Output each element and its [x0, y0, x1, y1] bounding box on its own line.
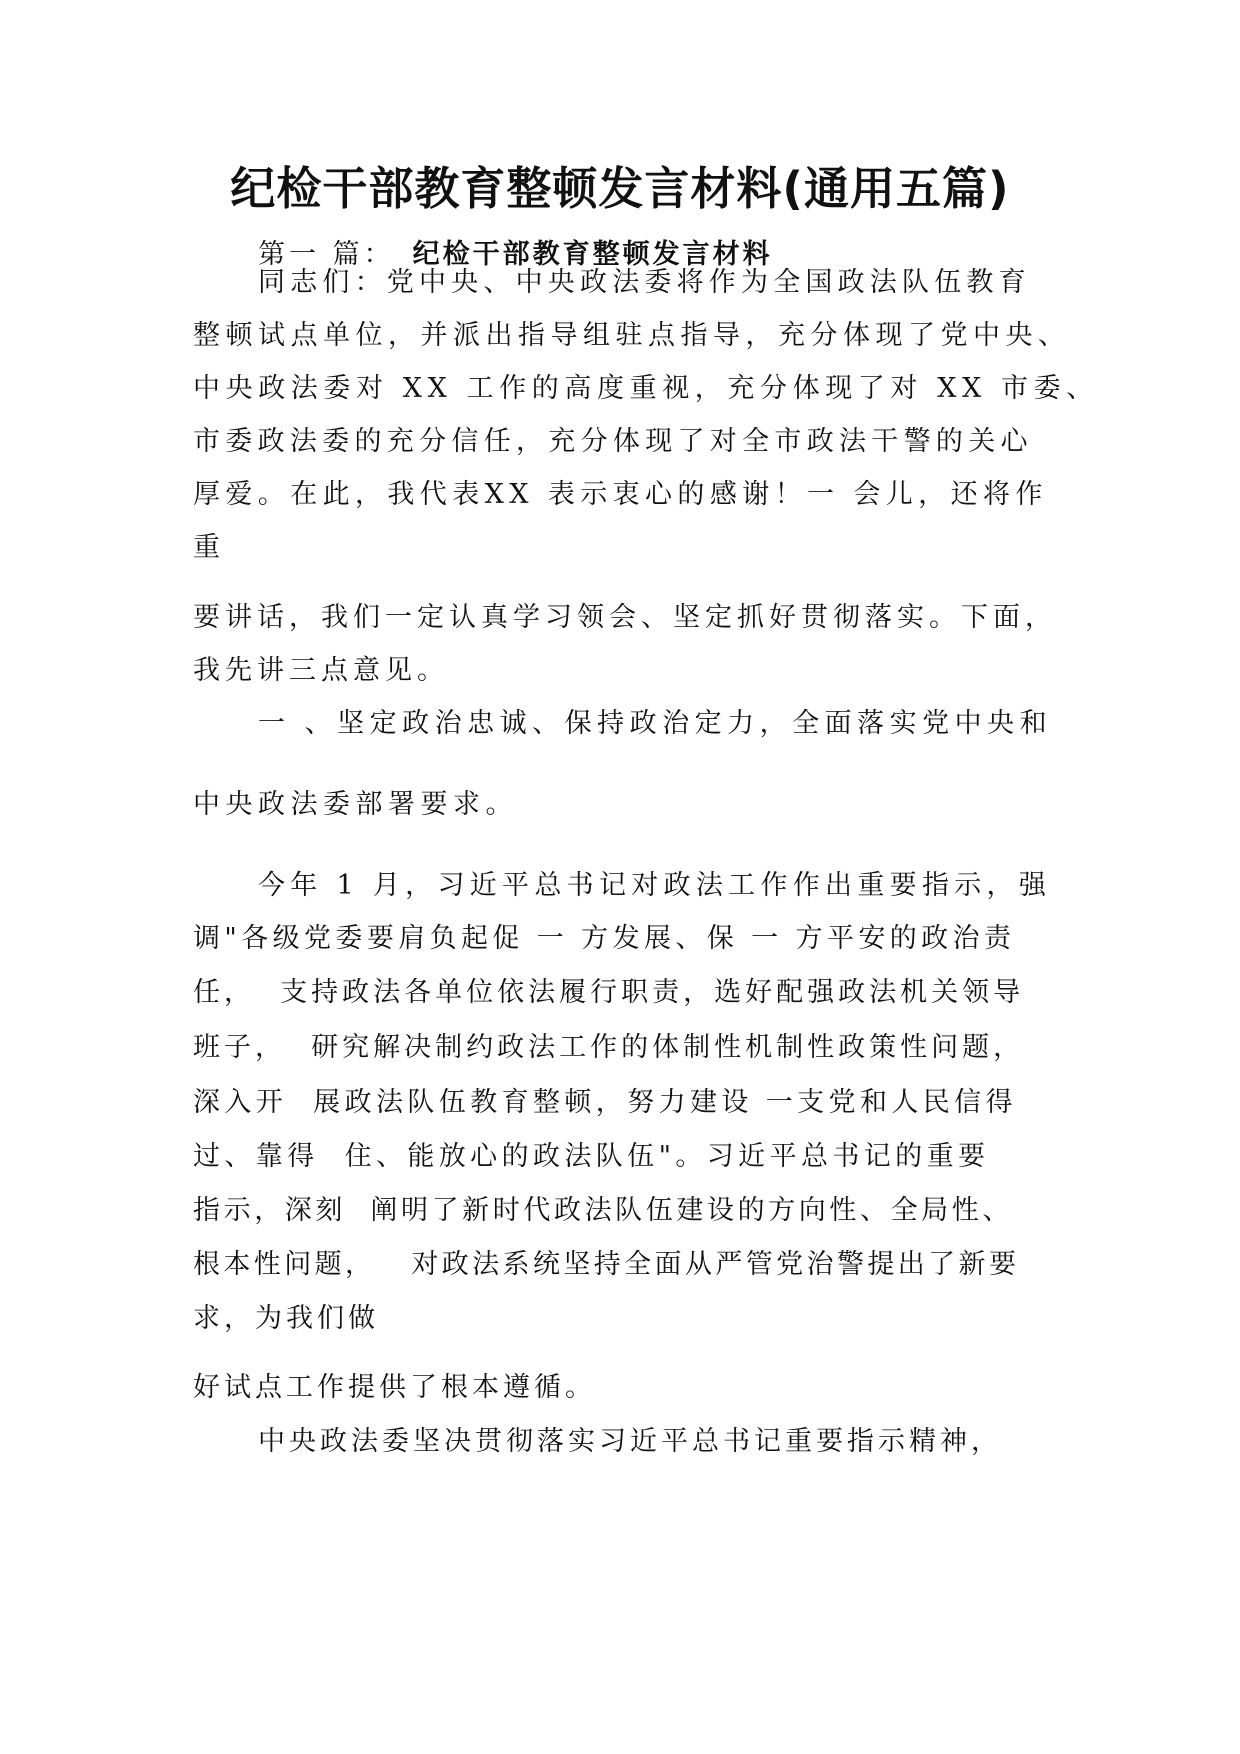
paragraph-line: 重: [193, 532, 220, 563]
paragraph-line: 要讲话，我们一定认真学习领会、坚定抓好贯彻落实。下面，: [193, 602, 1057, 633]
document-title: 纪检干部教育整顿发言材料(通用五篇): [230, 162, 1010, 215]
paragraph-line: 同志们：党中央、中央政法委将作为全国政法队伍教育: [258, 267, 1031, 298]
paragraph-line: 班子， 研究解决制约政法工作的体制性机制性政策性问题，: [193, 1032, 1025, 1063]
paragraph-line: 指示，深刻 阐明了新时代政法队伍建设的方向性、全局性、: [193, 1195, 1013, 1226]
paragraph-line: 市委政法委的充分信任，充分体现了对全市政法干警的关心: [193, 426, 1033, 457]
section-heading-label: 第一 篇：: [258, 239, 395, 270]
paragraph-line: 整顿试点单位，并派出指导组驻点指导，充分体现了党中央、: [193, 320, 1071, 351]
paragraph-line: 一 、坚定政治忠诚、保持政治定力，全面落实党中央和: [258, 708, 1053, 739]
paragraph-line: 厚爱。在此，我代表XX 表示衷心的感谢！一 会儿，还将作: [193, 479, 1048, 510]
paragraph-line: 中央政法委对 XX 工作的高度重视，充分体现了对 XX 市委、: [193, 373, 1099, 404]
paragraph-line: 任， 支持政法各单位依法履行职责，选好配强政法机关领导: [193, 977, 1025, 1008]
section-heading: [258, 232, 773, 271]
paragraph-line: 中央政法委部署要求。: [193, 789, 518, 820]
paragraph-line: 中央政法委坚决贯彻落实习近平总书记重要指示精神，: [258, 1426, 1002, 1457]
paragraph-line: 求，为我们做: [193, 1303, 379, 1334]
paragraph-line: 根本性问题， 对政法系统坚持全面从严管党治警提出了新要: [193, 1249, 1020, 1280]
section-heading-name: 纪检干部教育整顿发言材料: [412, 239, 773, 270]
paragraph-line: 今年 1 月，习近平总书记对政法工作作出重要指示，强: [258, 870, 1052, 901]
paragraph-line: 深入开 展政法队伍教育整顿，努力建设 一支党和人民信得: [193, 1087, 1017, 1118]
paragraph-line: 过、靠得 住、能放心的政法队伍"。习近平总书记的重要: [193, 1141, 990, 1172]
paragraph-line: 调"各级党委要肩负起促 一 方发展、保 一 方平安的政治责: [193, 923, 1016, 954]
paragraph-line: 好试点工作提供了根本遵循。: [193, 1372, 596, 1403]
paragraph-line: 我先讲三点意见。: [193, 655, 449, 686]
